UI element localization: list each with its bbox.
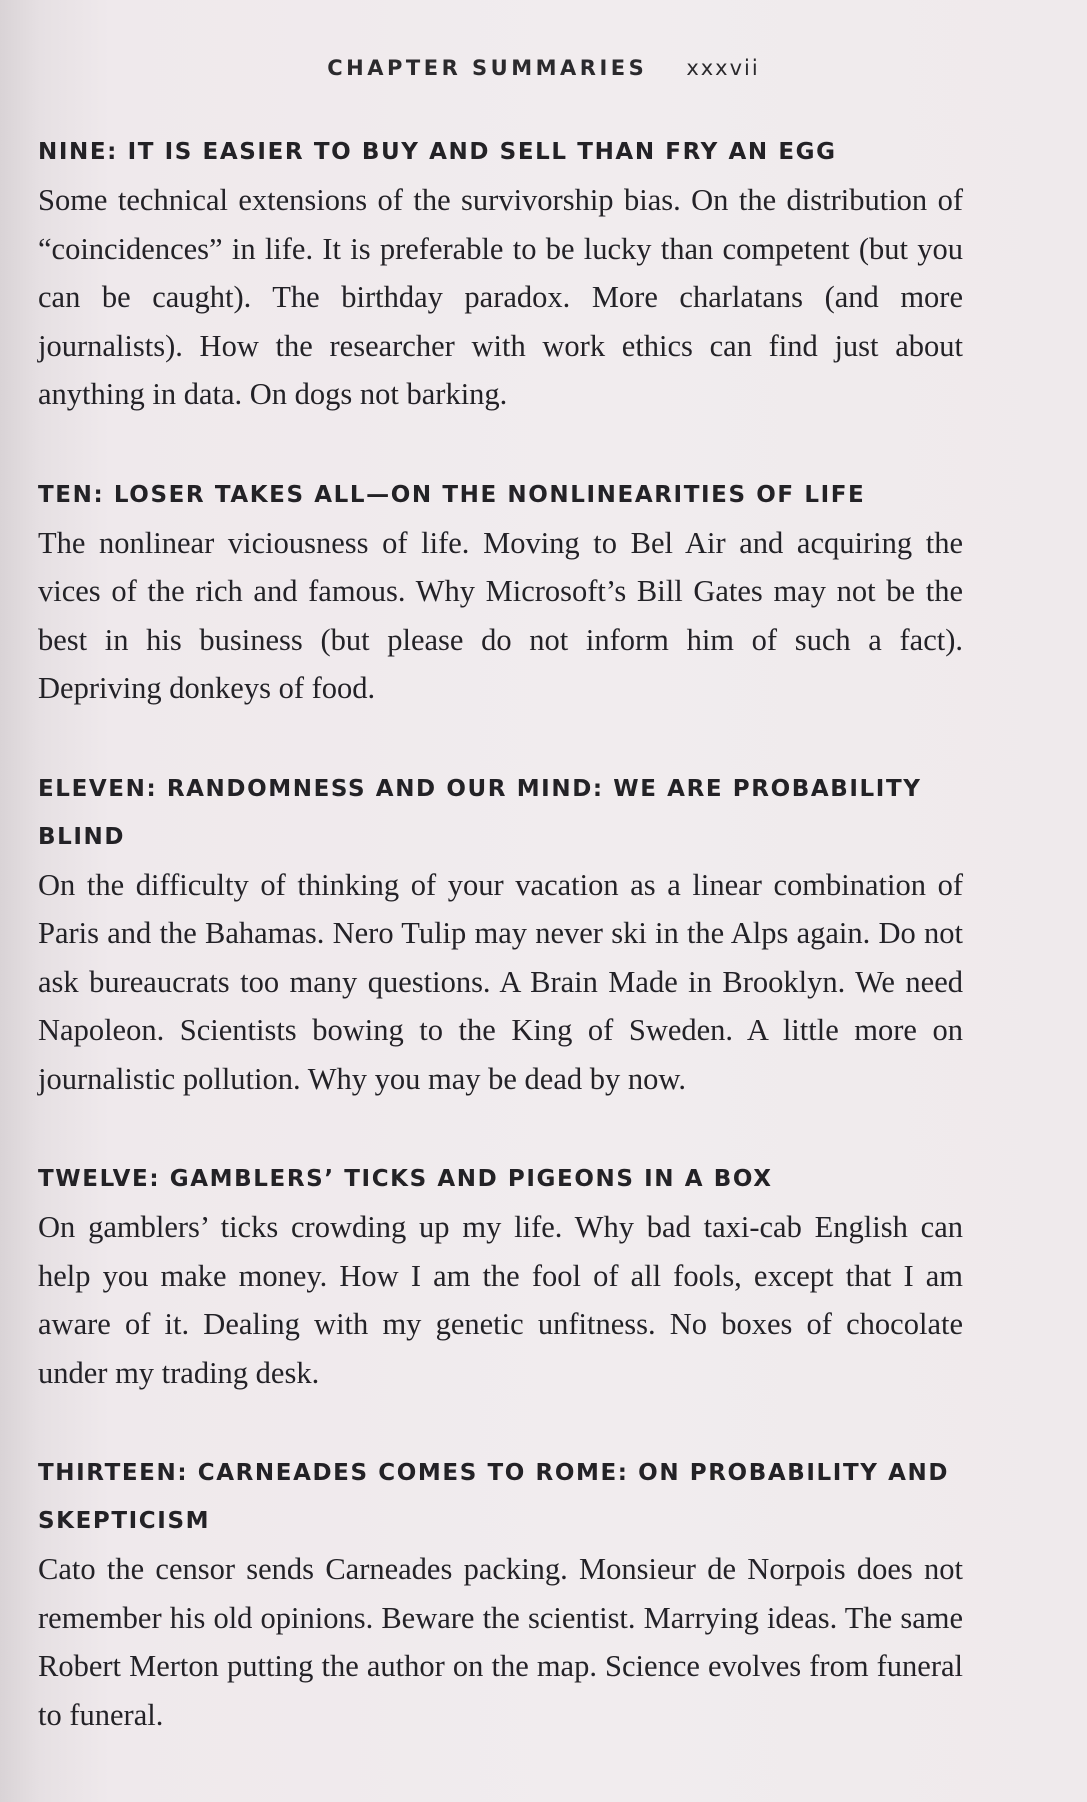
page-number: xxxvii — [686, 56, 760, 80]
chapter-heading: TEN: LOSER TAKES ALL—ON THE NONLINEARITIES OF LIFE — [38, 481, 866, 508]
chapter-summary-text: On the difficulty of thinking of your vacation as a linear combination of Paris and the Bahamas. Nero Tulip may never ski in the Alps again. Do not ask bureaucrats too many questions. A Brain Made in Brooklyn. We need Napoleon. Scientists bowing to the King of Sweden. A little more on journalistic pollution. Why you may be dead by now. — [38, 867, 963, 1096]
chapter-summary-nine — [38, 128, 963, 419]
chapter-summary-text: The nonlinear viciousness of life. Moving to Bel Air and acquiring the vices of the rich and famous. Why Microsoft’s Bill Gates may not be the best in his business (but please do not inform him of such a fact). Depriving donkeys of food. — [38, 525, 963, 705]
chapter-summary-thirteen — [38, 1449, 963, 1739]
chapter-heading: TWELVE: GAMBLERS’ TICKS AND PIGEONS IN A BOX — [38, 1166, 773, 1192]
chapter-heading: THIRTEEN: CARNEADES COMES TO ROME: ON PROBABILITY AND SKEPTICISM — [38, 1460, 950, 1534]
running-head-title: CHAPTER SUMMARIES — [327, 56, 648, 80]
chapter-heading: ELEVEN: RANDOMNESS AND OUR MIND: WE ARE PROBABILITY BLIND — [38, 775, 922, 850]
chapter-summary-ten — [38, 471, 963, 713]
running-head — [0, 56, 1087, 80]
chapter-heading: NINE: IT IS EASIER TO BUY AND SELL THAN FRY AN EGG — [38, 139, 837, 165]
chapter-summary-text: On gamblers’ ticks crowding up my life. Why bad taxi-cab English can help you make money. How I am the fool of all fools, except that I am aware of it. Dealing with my genetic unfitness. No boxes of chocolate under my trading desk. — [38, 1210, 963, 1390]
chapter-summary-twelve — [38, 1155, 963, 1397]
chapter-summary-eleven — [38, 765, 963, 1104]
chapter-summary-text: Cato the censor sends Carneades packing. Monsieur de Norpois does not remember his old opinions. Beware the scientist. Marrying ideas. The same Robert Merton putting the author on the map. Science evolves from funeral to funeral. — [38, 1552, 963, 1732]
chapter-summary-text: Some technical extensions of the survivorship bias. On the distribution of “coincidences” in life. It is preferable to be lucky than competent (but you can be caught). The birthday paradox. More charlatans (and more journalists). How the researcher with work ethics can find just about anything in data. On dogs not barking. — [38, 183, 963, 411]
chapter-summaries-content — [38, 128, 963, 1739]
